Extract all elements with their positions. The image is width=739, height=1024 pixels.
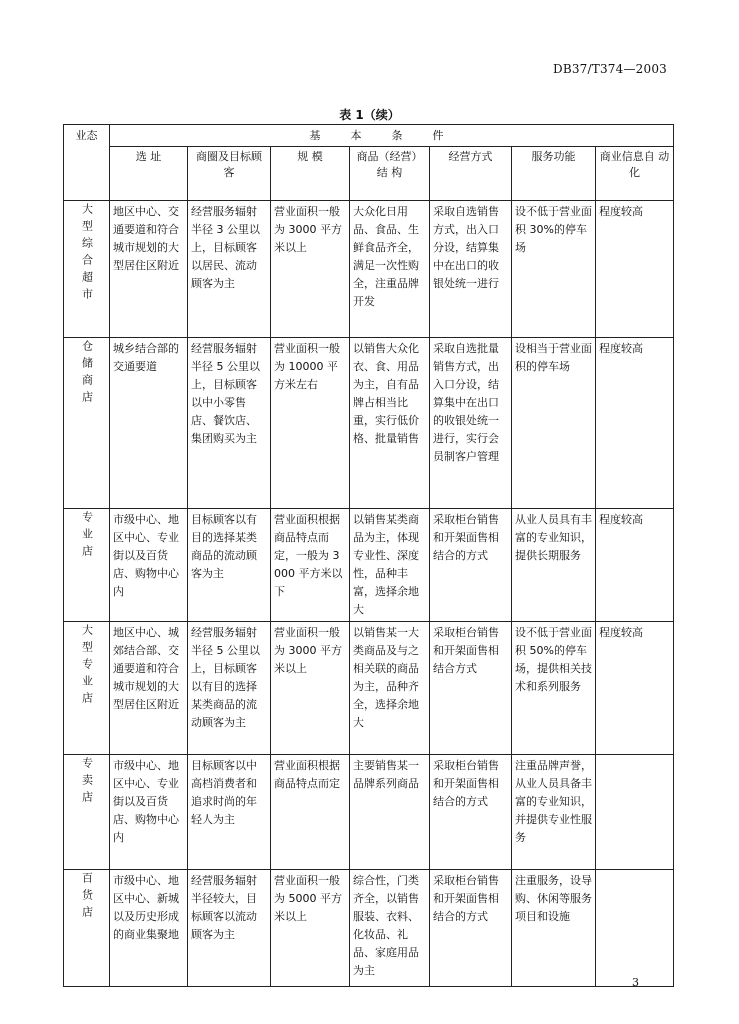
format-name: 百货店 (80, 872, 94, 923)
scale-cell: 营业面积一般为 3000 平方米以上 (271, 201, 350, 338)
scale-cell: 营业面积根据商品特点而定，一般为 3000 平方米以下 (271, 509, 350, 622)
scale-cell: 营业面积一般为 5000 平方米以上 (271, 870, 350, 987)
header-info-automation: 商业信息自 动 化 (596, 147, 674, 201)
table-row (64, 338, 674, 509)
header-trade-area: 商圈及目标顾客 (188, 147, 271, 201)
header-type: 业态 (64, 125, 110, 201)
table-row (64, 509, 674, 622)
goods-structure-cell: 以销售大众化衣、食、用品为主，自有品牌占相当比重，实行低价格、批量销售 (350, 338, 430, 509)
info-automation-cell: 程度较高 (596, 201, 674, 338)
trade-area-cell: 目标顾客以中高档消费者和追求时尚的年轻人为主 (188, 755, 271, 870)
format-name-cell (64, 755, 110, 870)
format-name-cell (64, 509, 110, 622)
operation-mode-cell: 采取柜台销售和开架面售相结合的方式 (430, 870, 512, 987)
retail-format-table (63, 124, 674, 987)
header-basic-conditions: 基本条件 (110, 125, 674, 147)
info-automation-cell (596, 870, 674, 987)
format-name: 专卖店 (80, 757, 94, 808)
location-cell: 市级中心、地区中心、专业街以及百货店、购物中心内 (110, 509, 188, 622)
document-code: DB37/T374—2003 (553, 62, 667, 76)
goods-structure-cell: 以销售某类商品为主，体现专业性、深度性，品种丰富，选择余地大 (350, 509, 430, 622)
trade-area-cell: 经营服务辐射半径 5 公里以上，目标顾客以有目的选择某类商品的流动顾客为主 (188, 622, 271, 755)
info-automation-cell: 程度较高 (596, 338, 674, 509)
header-service-function: 服务功能 (512, 147, 596, 201)
format-name: 专业店 (80, 511, 94, 562)
service-function-cell: 设不低于营业面积 50%的停车场，提供相关技术和系列服务 (512, 622, 596, 755)
info-automation-cell: 程度较高 (596, 509, 674, 622)
location-cell: 地区中心、城郊结合部、交通要道和符合城市规划的大型居住区附近 (110, 622, 188, 755)
service-function-cell: 注重服务，设导购、休闲等服务项目和设施 (512, 870, 596, 987)
operation-mode-cell: 采取柜台销售和开架面售相结合方式 (430, 622, 512, 755)
location-cell: 地区中心、交通要道和符合城市规划的大型居住区附近 (110, 201, 188, 338)
format-name: 大型综合超市 (80, 203, 94, 305)
service-function-cell: 从业人员具有丰富的专业知识，提供长期服务 (512, 509, 596, 622)
service-function-cell: 注重品牌声誉，从业人员具备丰富的专业知识，并提供专业性服务 (512, 755, 596, 870)
format-name: 大型专业店 (80, 624, 94, 709)
operation-mode-cell: 采取柜台销售和开架面售相结合的方式 (430, 755, 512, 870)
format-name-cell (64, 338, 110, 509)
info-automation-cell: 程度较高 (596, 622, 674, 755)
format-name: 仓储商店 (80, 340, 94, 408)
header-row-group (64, 125, 674, 147)
location-cell: 市级中心、地区中心、新城以及历史形成的商业集聚地 (110, 870, 188, 987)
header-row-columns (64, 147, 674, 201)
table-row (64, 622, 674, 755)
goods-structure-cell: 综合性，门类齐全，以销售服装、衣料、化妆品、礼品、家庭用品为主 (350, 870, 430, 987)
header-scale: 规 模 (271, 147, 350, 201)
table-row (64, 870, 674, 987)
trade-area-cell: 经营服务辐射半径 5 公里以上，目标顾客以中小零售店、餐饮店、集团购买为主 (188, 338, 271, 509)
info-automation-cell (596, 755, 674, 870)
goods-structure-cell: 以销售某一大类商品及与之相关联的商品为主，品种齐全，选择余地大 (350, 622, 430, 755)
format-name-cell (64, 201, 110, 338)
scale-cell: 营业面积根据商品特点而定 (271, 755, 350, 870)
goods-structure-cell: 主要销售某一品牌系列商品 (350, 755, 430, 870)
header-goods-structure: 商品（经营）结 构 (350, 147, 430, 201)
table-caption: 表 1（续） (339, 108, 400, 122)
table-row (64, 201, 674, 338)
page-number: 3 (632, 976, 639, 989)
trade-area-cell: 目标顾客以有目的选择某类商品的流动顾客为主 (188, 509, 271, 622)
format-name-cell (64, 622, 110, 755)
trade-area-cell: 经营服务辐射半径 3 公里以上，目标顾客以居民、流动顾客为主 (188, 201, 271, 338)
header-operation-mode: 经营方式 (430, 147, 512, 201)
operation-mode-cell: 采取自选批量销售方式，出入口分设，结算集中在出口的收银处统一进行，实行会员制客户管理 (430, 338, 512, 509)
service-function-cell: 设相当于营业面积的停车场 (512, 338, 596, 509)
scale-cell: 营业面积一般为 3000 平方米以上 (271, 622, 350, 755)
scale-cell: 营业面积一般为 10000 平方米左右 (271, 338, 350, 509)
table-row (64, 755, 674, 870)
location-cell: 市级中心、地区中心、专业街以及百货店、购物中心内 (110, 755, 188, 870)
operation-mode-cell: 采取柜台销售和开架面售相结合的方式 (430, 509, 512, 622)
operation-mode-cell: 采取自选销售方式，出入口分设，结算集中在出口的收银处统一进行 (430, 201, 512, 338)
service-function-cell: 设不低于营业面积 30%的停车场 (512, 201, 596, 338)
location-cell: 城乡结合部的交通要道 (110, 338, 188, 509)
trade-area-cell: 经营服务辐射半径较大，目标顾客以流动顾客为主 (188, 870, 271, 987)
format-name-cell (64, 870, 110, 987)
goods-structure-cell: 大众化日用品、食品、生鲜食品齐全，满足一次性购全，注重品牌开发 (350, 201, 430, 338)
header-location: 选 址 (110, 147, 188, 201)
